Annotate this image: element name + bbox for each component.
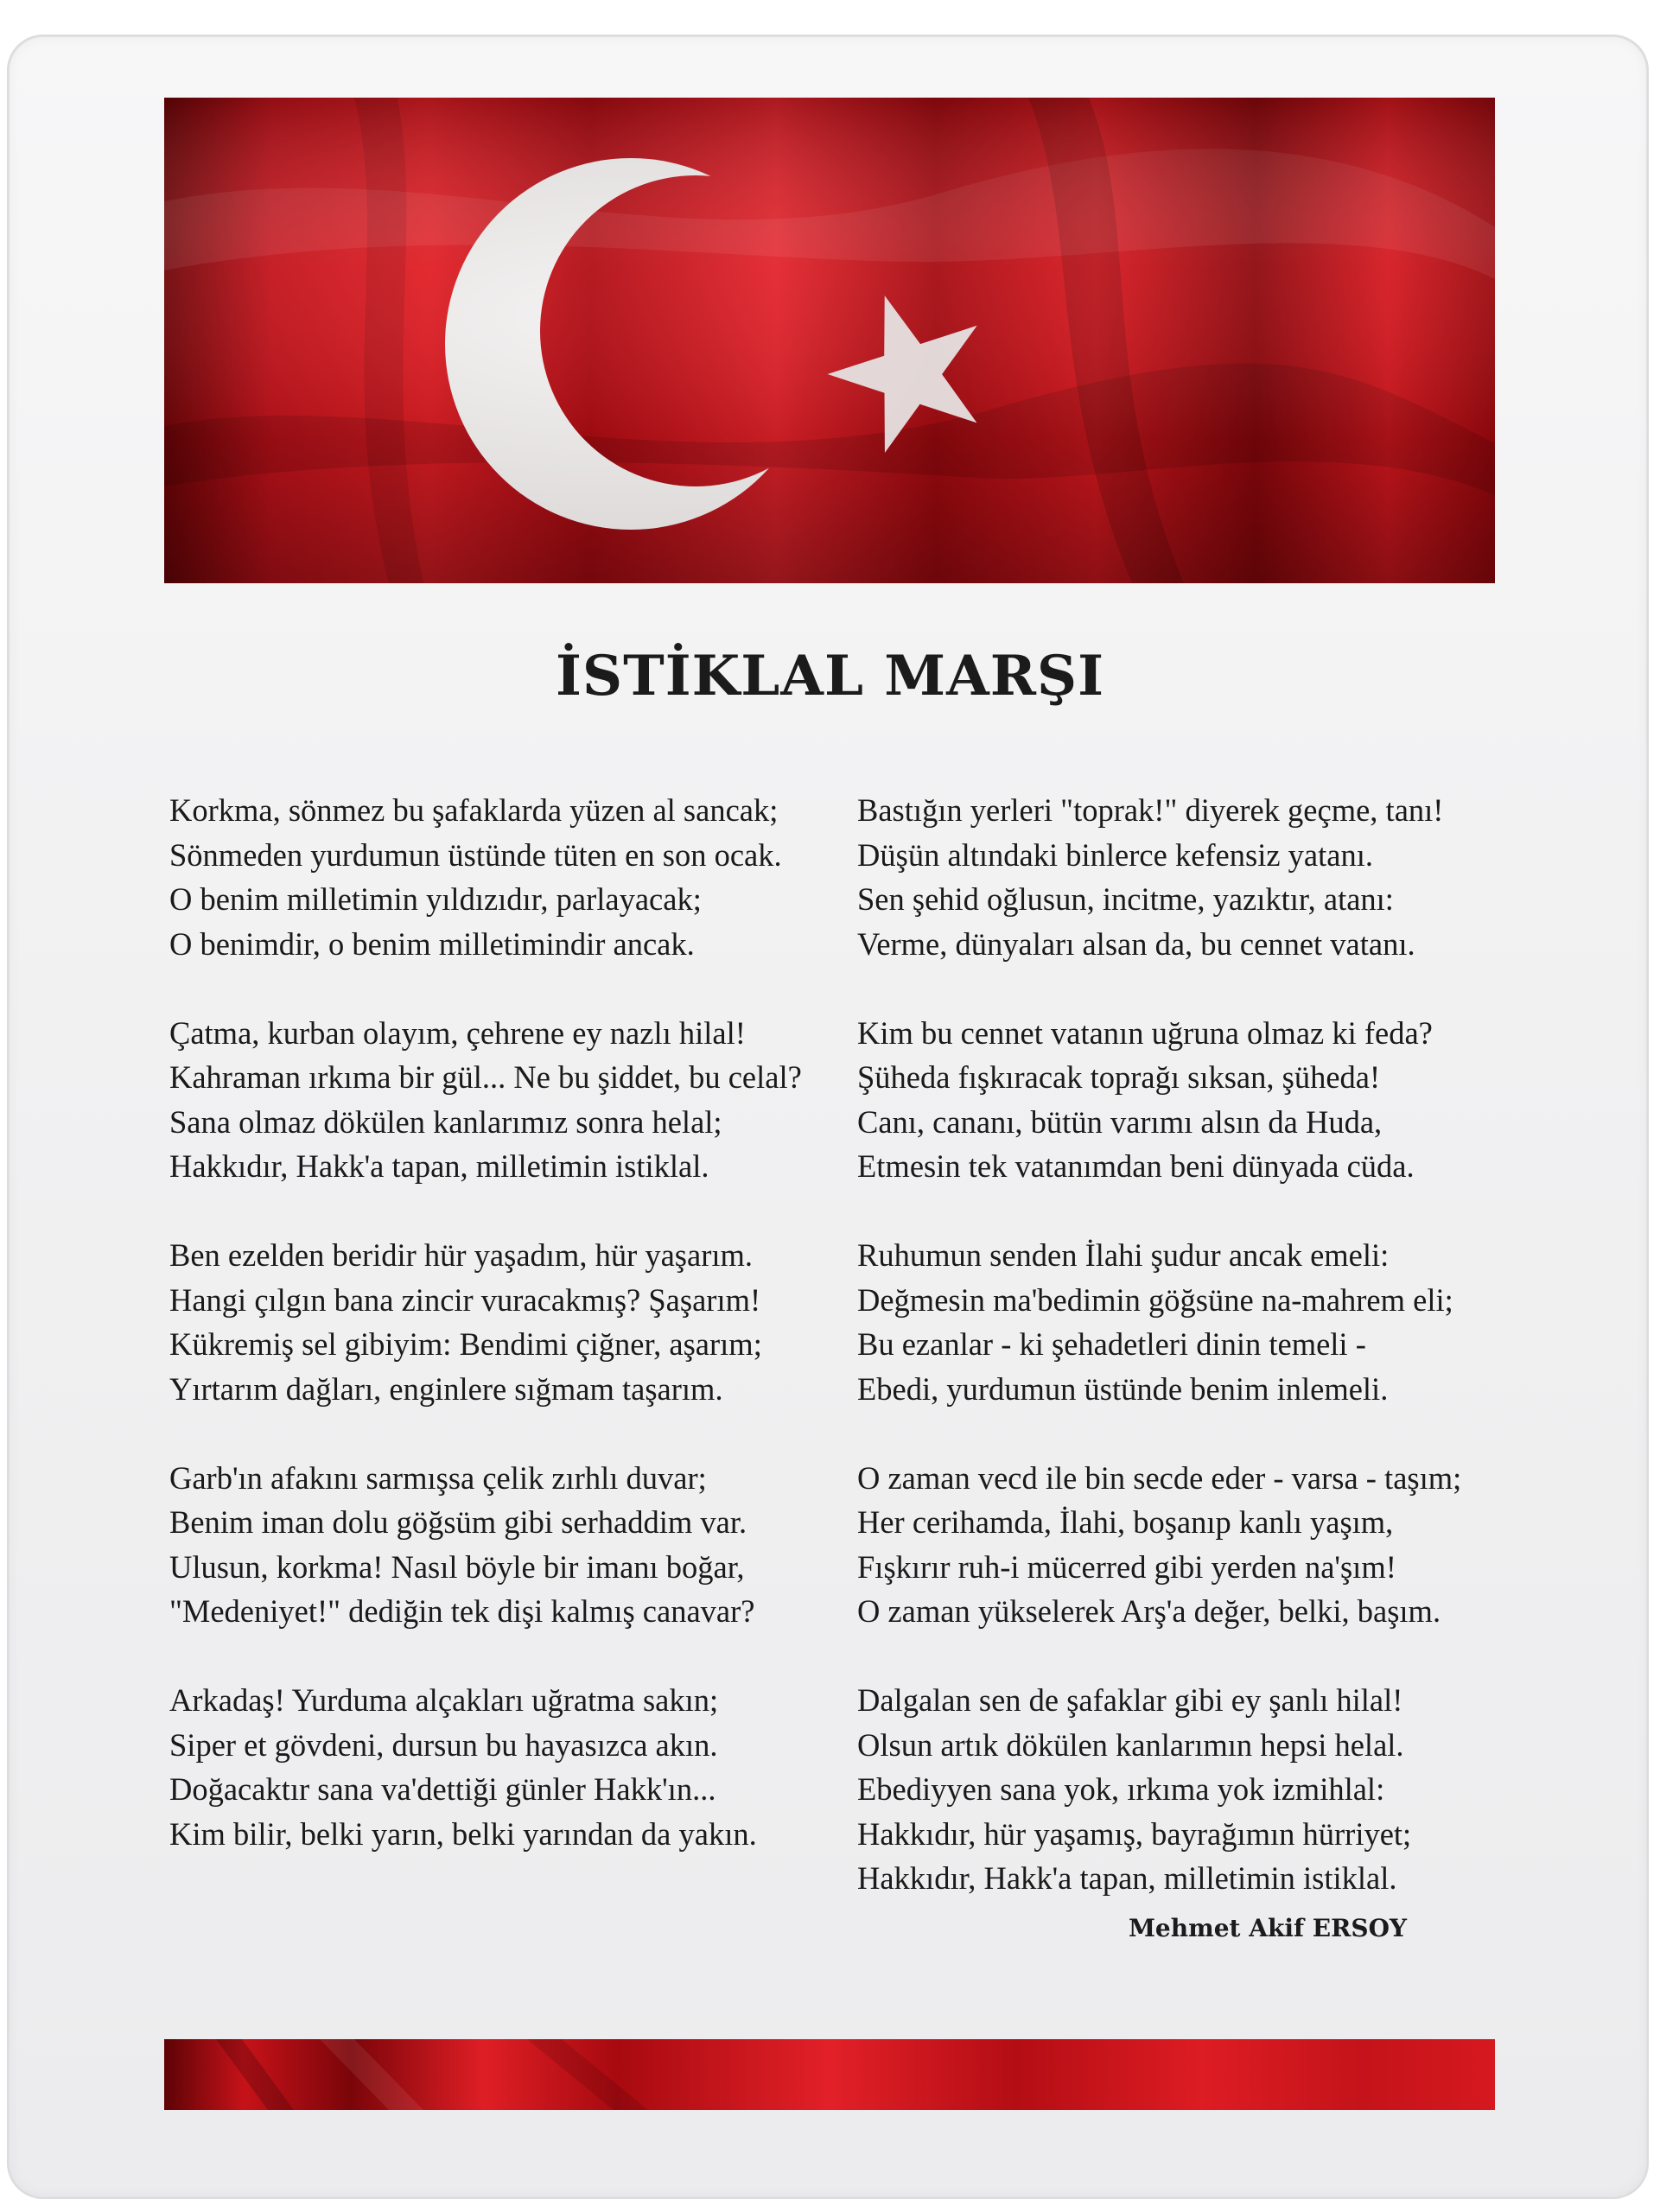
stanza (857, 1456, 1514, 1634)
verse-line: Kim bu cennet vatanın uğruna olmaz ki feda? (857, 1014, 1433, 1051)
verse-line: Hangi çılgın bana zincir vuracakmış? Şaşarım! (169, 1281, 761, 1318)
author-signature: Mehmet Akif ERSOY (1128, 1914, 1407, 1942)
verse-line: O benimdir, o benim milletimindir ancak. (169, 925, 695, 962)
verse-line: Hakkıdır, Hakk'a tapan, milletimin istiklal. (169, 1148, 709, 1184)
verse-line: Ebediyyen sana yok, ırkıma yok izmihlal: (857, 1771, 1385, 1807)
stanza (169, 1456, 826, 1634)
verse-line: Her cerihamda, İlahi, boşanıp kanlı yaşım, (857, 1504, 1394, 1540)
page-title: İSTİKLAL MARŞI (555, 644, 1105, 709)
verse-line: Etmesin tek vatanımdan beni dünyada cüda. (857, 1148, 1415, 1184)
turkish-flag-banner (164, 98, 1495, 583)
verse-line: Şüheda fışkıracak toprağı sıksan, şüheda! (857, 1059, 1381, 1095)
verse-line: Sen şehid oğlusun, incitme, yazıktır, atanı: (857, 881, 1394, 917)
stanza (169, 1011, 826, 1189)
verse-line: Hakkıdır, hür yaşamış, bayrağımın hürriyet; (857, 1815, 1412, 1852)
verse-line: Değmesin ma'bedimin göğsüne na-mahrem eli; (857, 1281, 1453, 1318)
stanza (169, 1678, 826, 1856)
verse-line: Siper et gövdeni, dursun bu hayasızca akın. (169, 1726, 718, 1763)
left-column (169, 788, 826, 1901)
right-column (857, 788, 1514, 1945)
verse-line: Canı, cananı, bütün varımı alsın da Huda, (857, 1103, 1383, 1140)
verse-line: Sana olmaz dökülen kanlarımız sonra helal; (169, 1103, 722, 1140)
verse-line: Bu ezanlar - ki şehadetleri dinin temeli - (857, 1326, 1366, 1362)
stanza (169, 1233, 826, 1411)
stanza (857, 1011, 1514, 1189)
verse-line: Kükremiş sel gibiyim: Bendimi çiğner, aşarım; (169, 1326, 762, 1362)
verse-line: Ebedi, yurdumun üstünde benim inlemeli. (857, 1370, 1389, 1407)
verse-line: Garb'ın afakını sarmışsa çelik zırhlı duvar; (169, 1459, 707, 1496)
stanza (169, 788, 826, 966)
verse-line: Sönmeden yurdumun üstünde tüten en son ocak. (169, 836, 782, 873)
verse-line: Korkma, sönmez bu şafaklarda yüzen al sancak; (169, 792, 779, 828)
verse-line: Ruhumun senden İlahi şudur ancak emeli: (857, 1237, 1390, 1273)
verse-line: Kahraman ırkıma bir gül... Ne bu şiddet, bu celal? (169, 1059, 802, 1095)
stanza (857, 1233, 1514, 1411)
verse-line: Dalgalan sen de şafaklar gibi ey şanlı hilal! (857, 1682, 1403, 1718)
flag-strip-bottom (164, 2039, 1495, 2110)
verse-line: Hakkıdır, Hakk'a tapan, milletimin istiklal. (857, 1860, 1397, 1896)
verse-line: Ben ezelden beridir hür yaşadım, hür yaşarım. (169, 1237, 754, 1273)
verse-line: Yırtarım dağları, enginlere sığmam taşarım. (169, 1370, 723, 1407)
verse-line: Fışkırır ruh-i mücerred gibi yerden na'şım! (857, 1548, 1396, 1585)
verse-line: Doğacaktır sana va'dettiği günler Hakk'ın... (169, 1771, 716, 1807)
verse-line: Çatma, kurban olayım, çehrene ey nazlı hilal! (169, 1014, 746, 1051)
verse-line: "Medeniyet!" dediğin tek dişi kalmış canavar? (169, 1593, 755, 1629)
verse-line: Düşün altındaki binlerce kefensiz yatanı. (857, 836, 1373, 873)
flag-fabric-icon (164, 2039, 1495, 2110)
flag-icon (164, 98, 1495, 583)
verse-line: O benim milletimin yıldızıdır, parlayacak; (169, 881, 702, 917)
verse-line: O zaman vecd ile bin secde eder - varsa - taşım; (857, 1459, 1462, 1496)
verse-line: Arkadaş! Yurduma alçakları uğratma sakın; (169, 1682, 719, 1718)
verse-line: Olsun artık dökülen kanlarımın hepsi helal. (857, 1726, 1404, 1763)
verse-line: Verme, dünyaları alsan da, bu cennet vatanı. (857, 925, 1415, 962)
verse-line: Benim iman dolu göğsüm gibi serhaddim var. (169, 1504, 747, 1540)
verse-line: Kim bilir, belki yarın, belki yarından da yakın. (169, 1815, 757, 1852)
verse-line: O zaman yükselerek Arş'a değer, belki, başım. (857, 1593, 1441, 1629)
verse-line: Bastığın yerleri "toprak!" diyerek geçme, tanı! (857, 792, 1444, 828)
stanza (857, 788, 1514, 966)
stanza (857, 1678, 1514, 1901)
verse-line: Ulusun, korkma! Nasıl böyle bir imanı boğar, (169, 1548, 745, 1585)
